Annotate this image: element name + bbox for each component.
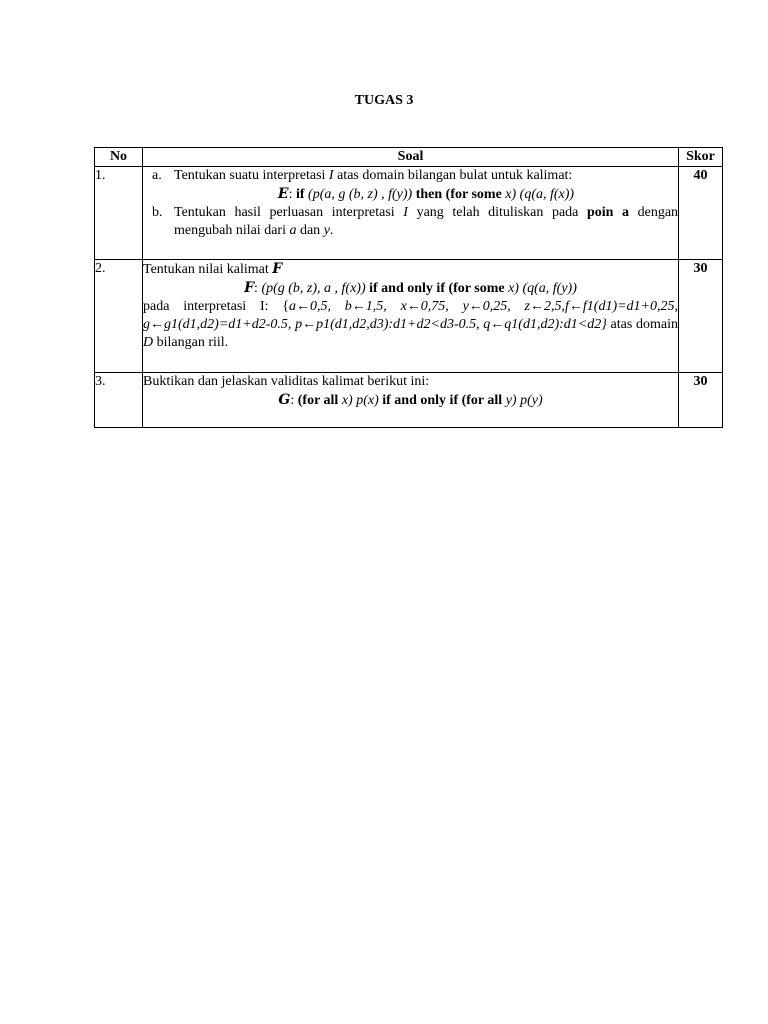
sub-question-b [143, 204, 678, 240]
score-cell: 30 [679, 373, 723, 428]
task-table [94, 147, 723, 428]
question-text: Tentukan nilai kalimat F [143, 261, 283, 277]
formula: G: (for all x) p(x) if and only if (for all y) p(y) [278, 392, 543, 408]
table-header-row [95, 148, 723, 167]
formula: E: if (p(a, g (b, z) , f(y)) then (for some x) (q(a, f(x)) [277, 186, 575, 202]
row-number: 3. [95, 373, 143, 428]
header-skor: Skor [679, 148, 723, 167]
page-title: TUGAS 3 [354, 93, 414, 108]
formula-symbol: E [277, 186, 289, 202]
score-cell: 30 [679, 260, 723, 373]
formula-symbol: F [244, 280, 255, 296]
question-cell [143, 167, 679, 260]
row-number: 2. [95, 260, 143, 373]
formula-symbol: G [278, 392, 291, 408]
question-cell [143, 260, 679, 373]
question-text: Tentukan suatu interpretasi I atas domain bilangan bulat untuk kalimat: [174, 168, 573, 183]
table-row [95, 260, 723, 373]
table-row [95, 373, 723, 428]
sub-marker: a. [152, 168, 162, 183]
sub-marker: b. [152, 205, 163, 220]
header-soal: Soal [143, 148, 679, 167]
question-cell [143, 373, 679, 428]
header-no: No [95, 148, 143, 167]
formula: F: (p(g (b, z), a , f(x)) if and only if (for some x) (q(a, f(y)) [244, 280, 577, 296]
formula-symbol-inline: F [272, 261, 283, 277]
sub-question-a [143, 167, 678, 204]
row-number: 1. [95, 167, 143, 260]
table-row [95, 167, 723, 260]
interpretation-text: pada interpretasi I: {a←0,5, b←1,5, x←0,75, y←0,25, z←2,5,f←f1(d1)=d1+0,25, g←g1(d1,d2)=d1+d2-0.5, p←p1(d1,d2,d3):d1+d2<d3-0.5, q←q1(d1,d2):d1<d2} atas domain D bilangan riil. [143, 299, 679, 350]
question-text: Tentukan hasil perluasan interpretasi I yang telah dituliskan pada poin a dengan mengubah nilai dari a dan y. [174, 205, 679, 238]
question-text: Buktikan dan jelaskan validitas kalimat berikut ini: [143, 374, 430, 389]
score-cell: 40 [679, 167, 723, 260]
